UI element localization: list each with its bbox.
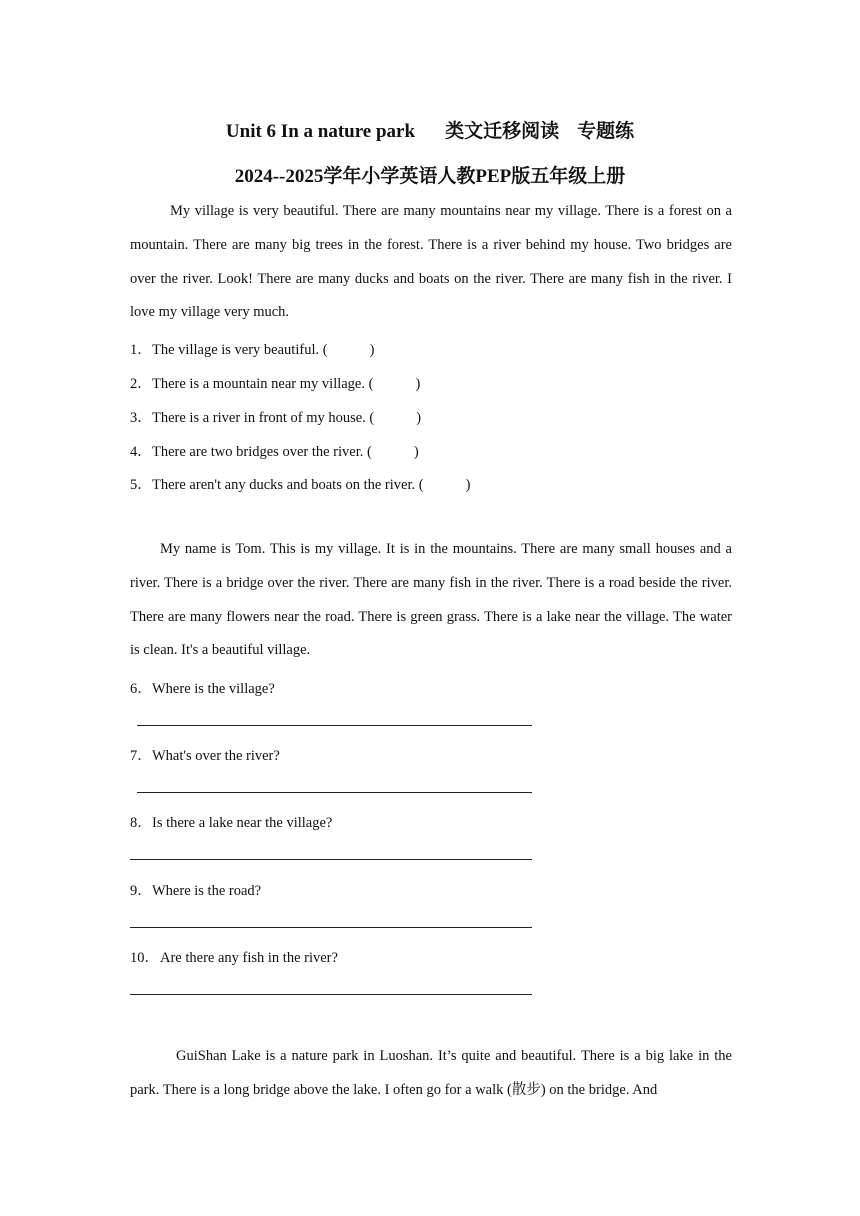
question-8: 8．Is there a lake near the village?	[130, 815, 333, 831]
question-2: 2．There is a mountain near my village. ( )	[130, 376, 421, 392]
answer-line-7[interactable]	[137, 792, 532, 793]
question-5: 5．There aren't any ducks and boats on the river. ( )	[130, 477, 471, 493]
question-7: 7．What's over the river?	[130, 748, 280, 764]
passage-1: My village is very beautiful. There are many mountains near my village. There is a forest on a mountain. There are many big trees in the forest. There is a river behind my house. Two bridges are over the river. Look! There are many ducks and boats on the river. There are many fish in the river. I love my village very much.	[130, 203, 732, 321]
title-chinese-2: 专题练	[577, 121, 635, 142]
passage-2: My name is Tom. This is my village. It is in the mountains. There are many small houses and a river. There is a bridge over the river. There are many fish in the river. There is a road beside the river. There are many flowers near the road. There is green grass. There is a lake near the village. The water is clean. It's a beautiful village.	[130, 541, 732, 659]
question-9: 9．Where is the road?	[130, 883, 262, 899]
question-10: 10．Are there any fish in the river?	[130, 950, 338, 966]
page-subtitle: 2024--2025学年小学英语人教PEP版五年级上册	[234, 166, 626, 187]
question-4: 4．There are two bridges over the river. ( )	[130, 444, 419, 460]
page-title	[0, 116, 860, 143]
answer-line-6[interactable]	[137, 725, 532, 726]
answer-line-8[interactable]	[130, 859, 532, 860]
question-3: 3．There is a river in front of my house. ( )	[130, 410, 422, 426]
answer-line-10[interactable]	[130, 994, 532, 995]
title-english: Unit 6 In a nature park	[225, 121, 416, 142]
question-1: 1．The village is very beautiful. ( )	[130, 342, 375, 358]
title-chinese-1: 类文迁移阅读	[445, 121, 560, 142]
passage-3: GuiShan Lake is a nature park in Luoshan. It’s quite and beautiful. There is a big lake in the park. There is a long bridge above the lake. I often go for a walk (散步) on the bridge. And	[130, 1048, 732, 1098]
answer-line-9[interactable]	[130, 927, 532, 928]
question-6: 6．Where is the village?	[130, 681, 275, 697]
